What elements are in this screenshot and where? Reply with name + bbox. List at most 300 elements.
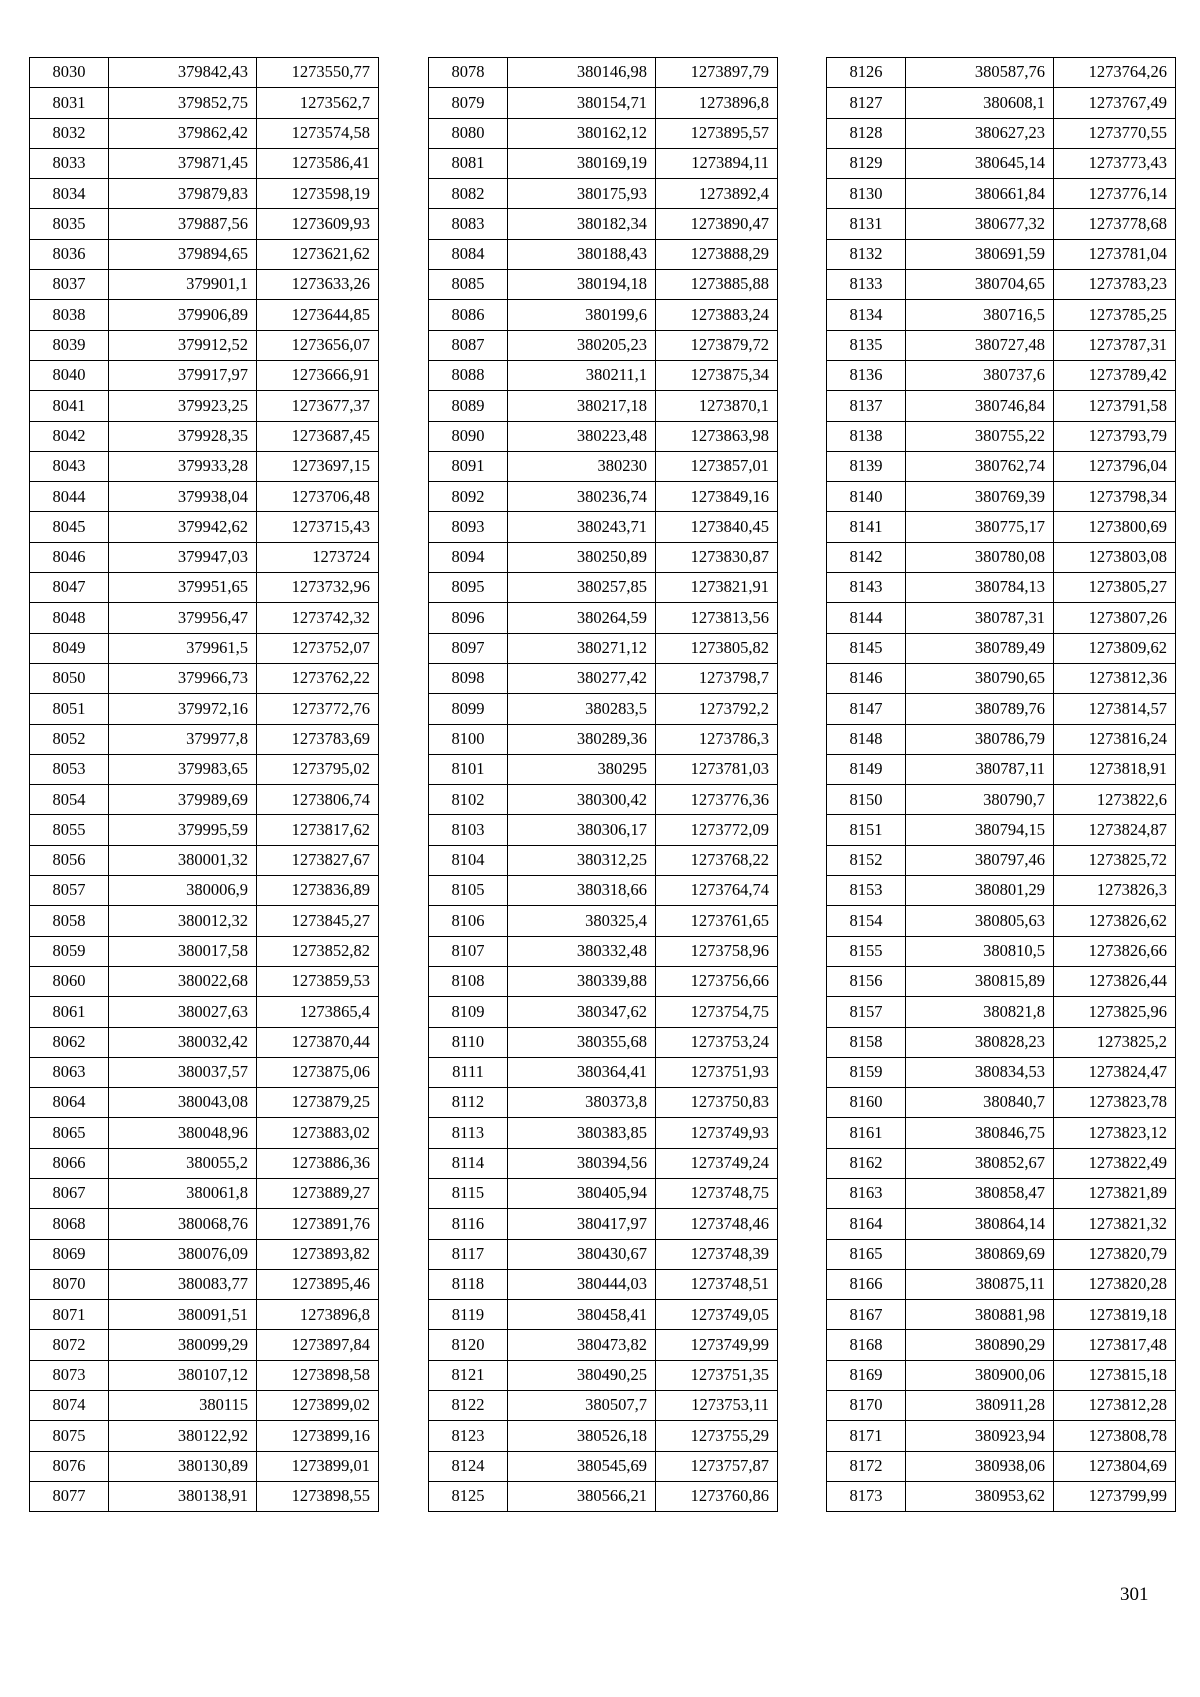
point-id-cell: 8170 (827, 1391, 906, 1421)
table-row (827, 118, 1176, 148)
y-coordinate-cell: 1273783,69 (257, 724, 379, 754)
y-coordinate-cell: 1273886,36 (257, 1148, 379, 1178)
table-row (827, 1451, 1176, 1481)
y-coordinate-cell: 1273754,75 (656, 997, 778, 1027)
x-coordinate-cell: 380068,76 (109, 1209, 257, 1239)
point-id-cell: 8163 (827, 1178, 906, 1208)
x-coordinate-cell: 379966,73 (109, 663, 257, 693)
x-coordinate-cell: 380869,69 (906, 1239, 1054, 1269)
table-row (429, 573, 778, 603)
table-row (827, 239, 1176, 269)
table-row (429, 421, 778, 451)
y-coordinate-cell: 1273656,07 (257, 330, 379, 360)
x-coordinate-cell: 380223,48 (508, 421, 656, 451)
table-row (429, 542, 778, 572)
table-row (827, 1300, 1176, 1330)
y-coordinate-cell: 1273895,57 (656, 118, 778, 148)
point-id-cell: 8127 (827, 88, 906, 118)
table-row (30, 997, 379, 1027)
y-coordinate-cell: 1273826,66 (1054, 936, 1176, 966)
x-coordinate-cell: 380900,06 (906, 1360, 1054, 1390)
table-row (429, 451, 778, 481)
point-id-cell: 8100 (429, 724, 508, 754)
y-coordinate-cell: 1273772,76 (257, 694, 379, 724)
x-coordinate-cell: 379961,5 (109, 633, 257, 663)
point-id-cell: 8050 (30, 663, 109, 693)
x-coordinate-cell: 380236,74 (508, 482, 656, 512)
y-coordinate-cell: 1273770,55 (1054, 118, 1176, 148)
x-coordinate-cell: 380169,19 (508, 148, 656, 178)
point-id-cell: 8160 (827, 1088, 906, 1118)
point-id-cell: 8082 (429, 179, 508, 209)
point-id-cell: 8116 (429, 1209, 508, 1239)
y-coordinate-cell: 1273621,62 (257, 239, 379, 269)
table-row (429, 1391, 778, 1421)
y-coordinate-cell: 1273820,79 (1054, 1239, 1176, 1269)
x-coordinate-cell: 380130,89 (109, 1451, 257, 1481)
x-coordinate-cell: 380277,42 (508, 663, 656, 693)
y-coordinate-cell: 1273822,6 (1054, 785, 1176, 815)
y-coordinate-cell: 1273776,14 (1054, 179, 1176, 209)
y-coordinate-cell: 1273805,82 (656, 633, 778, 663)
x-coordinate-cell: 380815,89 (906, 966, 1054, 996)
y-coordinate-cell: 1273845,27 (257, 906, 379, 936)
y-coordinate-cell: 1273899,02 (257, 1391, 379, 1421)
y-coordinate-cell: 1273824,47 (1054, 1057, 1176, 1087)
x-coordinate-cell: 380769,39 (906, 482, 1054, 512)
x-coordinate-cell: 380211,1 (508, 360, 656, 390)
y-coordinate-cell: 1273776,36 (656, 785, 778, 815)
table-row (827, 1391, 1176, 1421)
y-coordinate-cell: 1273879,72 (656, 330, 778, 360)
table-row (30, 876, 379, 906)
y-coordinate-cell: 1273806,74 (257, 785, 379, 815)
x-coordinate-cell: 380526,18 (508, 1421, 656, 1451)
y-coordinate-cell: 1273609,93 (257, 209, 379, 239)
point-id-cell: 8097 (429, 633, 508, 663)
table-row (429, 1148, 778, 1178)
point-id-cell: 8070 (30, 1269, 109, 1299)
y-coordinate-cell: 1273803,08 (1054, 542, 1176, 572)
x-coordinate-cell: 380787,31 (906, 603, 1054, 633)
x-coordinate-cell: 379887,56 (109, 209, 257, 239)
table-row (827, 421, 1176, 451)
point-id-cell: 8135 (827, 330, 906, 360)
y-coordinate-cell: 1273857,01 (656, 451, 778, 481)
point-id-cell: 8059 (30, 936, 109, 966)
point-id-cell: 8092 (429, 482, 508, 512)
y-coordinate-cell: 1273826,62 (1054, 906, 1176, 936)
point-id-cell: 8157 (827, 997, 906, 1027)
point-id-cell: 8155 (827, 936, 906, 966)
x-coordinate-cell: 380780,08 (906, 542, 1054, 572)
table-row (429, 906, 778, 936)
x-coordinate-cell: 379862,42 (109, 118, 257, 148)
point-id-cell: 8048 (30, 603, 109, 633)
point-id-cell: 8084 (429, 239, 508, 269)
point-id-cell: 8158 (827, 1027, 906, 1057)
y-coordinate-cell: 1273742,32 (257, 603, 379, 633)
point-id-cell: 8138 (827, 421, 906, 451)
y-coordinate-cell: 1273859,53 (257, 966, 379, 996)
point-id-cell: 8143 (827, 573, 906, 603)
table-row (30, 1330, 379, 1360)
point-id-cell: 8069 (30, 1239, 109, 1269)
point-id-cell: 8049 (30, 633, 109, 663)
point-id-cell: 8107 (429, 936, 508, 966)
point-id-cell: 8122 (429, 1391, 508, 1421)
x-coordinate-cell: 380182,34 (508, 209, 656, 239)
point-id-cell: 8071 (30, 1300, 109, 1330)
table-row (827, 1330, 1176, 1360)
y-coordinate-cell: 1273792,2 (656, 694, 778, 724)
point-id-cell: 8150 (827, 785, 906, 815)
y-coordinate-cell: 1273758,96 (656, 936, 778, 966)
x-coordinate-cell: 379901,1 (109, 270, 257, 300)
table-row (429, 997, 778, 1027)
table-row (429, 845, 778, 875)
table-row (429, 966, 778, 996)
x-coordinate-cell: 379923,25 (109, 391, 257, 421)
y-coordinate-cell: 1273755,29 (656, 1421, 778, 1451)
x-coordinate-cell: 380789,49 (906, 633, 1054, 663)
y-coordinate-cell: 1273778,68 (1054, 209, 1176, 239)
y-coordinate-cell: 1273808,78 (1054, 1421, 1176, 1451)
y-coordinate-cell: 1273840,45 (656, 512, 778, 542)
point-id-cell: 8115 (429, 1178, 508, 1208)
x-coordinate-cell: 380789,76 (906, 694, 1054, 724)
point-id-cell: 8053 (30, 754, 109, 784)
point-id-cell: 8152 (827, 845, 906, 875)
x-coordinate-cell: 379894,65 (109, 239, 257, 269)
table-row (827, 1088, 1176, 1118)
point-id-cell: 8156 (827, 966, 906, 996)
point-id-cell: 8040 (30, 360, 109, 390)
y-coordinate-cell: 1273732,96 (257, 573, 379, 603)
x-coordinate-cell: 380339,88 (508, 966, 656, 996)
x-coordinate-cell: 380194,18 (508, 270, 656, 300)
y-coordinate-cell: 1273825,72 (1054, 845, 1176, 875)
y-coordinate-cell: 1273863,98 (656, 421, 778, 451)
y-coordinate-cell: 1273875,34 (656, 360, 778, 390)
point-id-cell: 8038 (30, 300, 109, 330)
point-id-cell: 8145 (827, 633, 906, 663)
coordinates-table-1 (29, 57, 379, 1512)
x-coordinate-cell: 380230 (508, 451, 656, 481)
point-id-cell: 8168 (827, 1330, 906, 1360)
table-row (30, 754, 379, 784)
table-row (30, 1421, 379, 1451)
point-id-cell: 8065 (30, 1118, 109, 1148)
y-coordinate-cell: 1273891,76 (257, 1209, 379, 1239)
table-row (30, 1057, 379, 1087)
y-coordinate-cell: 1273819,18 (1054, 1300, 1176, 1330)
y-coordinate-cell: 1273825,2 (1054, 1027, 1176, 1057)
table-row (827, 482, 1176, 512)
table-row (429, 1269, 778, 1299)
table-row (30, 512, 379, 542)
table-row (827, 209, 1176, 239)
table-row (827, 542, 1176, 572)
y-coordinate-cell: 1273764,74 (656, 876, 778, 906)
y-coordinate-cell: 1273748,51 (656, 1269, 778, 1299)
point-id-cell: 8112 (429, 1088, 508, 1118)
point-id-cell: 8111 (429, 1057, 508, 1087)
point-id-cell: 8061 (30, 997, 109, 1027)
table-row (429, 512, 778, 542)
table-row (827, 1421, 1176, 1451)
table-row (30, 542, 379, 572)
point-id-cell: 8088 (429, 360, 508, 390)
y-coordinate-cell: 1273762,22 (257, 663, 379, 693)
point-id-cell: 8094 (429, 542, 508, 572)
point-id-cell: 8141 (827, 512, 906, 542)
table-row (30, 845, 379, 875)
point-id-cell: 8164 (827, 1209, 906, 1239)
table-row (30, 1451, 379, 1481)
x-coordinate-cell: 380032,42 (109, 1027, 257, 1057)
x-coordinate-cell: 380043,08 (109, 1088, 257, 1118)
x-coordinate-cell: 380312,25 (508, 845, 656, 875)
y-coordinate-cell: 1273821,91 (656, 573, 778, 603)
y-coordinate-cell: 1273791,58 (1054, 391, 1176, 421)
y-coordinate-cell: 1273814,57 (1054, 694, 1176, 724)
x-coordinate-cell: 380794,15 (906, 815, 1054, 845)
table-row (429, 1118, 778, 1148)
x-coordinate-cell: 380953,62 (906, 1481, 1054, 1511)
table-row (827, 876, 1176, 906)
y-coordinate-cell: 1273823,12 (1054, 1118, 1176, 1148)
x-coordinate-cell: 380083,77 (109, 1269, 257, 1299)
x-coordinate-cell: 379871,45 (109, 148, 257, 178)
y-coordinate-cell: 1273817,62 (257, 815, 379, 845)
table-row (429, 360, 778, 390)
point-id-cell: 8077 (30, 1481, 109, 1511)
point-id-cell: 8134 (827, 300, 906, 330)
x-coordinate-cell: 380061,8 (109, 1178, 257, 1208)
point-id-cell: 8041 (30, 391, 109, 421)
x-coordinate-cell: 380300,42 (508, 785, 656, 815)
y-coordinate-cell: 1273823,78 (1054, 1088, 1176, 1118)
point-id-cell: 8036 (30, 239, 109, 269)
point-id-cell: 8072 (30, 1330, 109, 1360)
y-coordinate-cell: 1273883,24 (656, 300, 778, 330)
x-coordinate-cell: 380852,67 (906, 1148, 1054, 1178)
x-coordinate-cell: 380264,59 (508, 603, 656, 633)
x-coordinate-cell: 380099,29 (109, 1330, 257, 1360)
point-id-cell: 8162 (827, 1148, 906, 1178)
table-row (827, 815, 1176, 845)
point-id-cell: 8139 (827, 451, 906, 481)
point-id-cell: 8166 (827, 1269, 906, 1299)
x-coordinate-cell: 380775,17 (906, 512, 1054, 542)
table-row (429, 1027, 778, 1057)
table-row (429, 1057, 778, 1087)
y-coordinate-cell: 1273781,04 (1054, 239, 1176, 269)
table-row (30, 966, 379, 996)
x-coordinate-cell: 380858,47 (906, 1178, 1054, 1208)
point-id-cell: 8078 (429, 58, 508, 88)
y-coordinate-cell: 1273768,22 (656, 845, 778, 875)
x-coordinate-cell: 380881,98 (906, 1300, 1054, 1330)
x-coordinate-cell: 380746,84 (906, 391, 1054, 421)
x-coordinate-cell: 380810,5 (906, 936, 1054, 966)
x-coordinate-cell: 380115 (109, 1391, 257, 1421)
point-id-cell: 8129 (827, 148, 906, 178)
point-id-cell: 8052 (30, 724, 109, 754)
point-id-cell: 8079 (429, 88, 508, 118)
point-id-cell: 8058 (30, 906, 109, 936)
y-coordinate-cell: 1273825,96 (1054, 997, 1176, 1027)
y-coordinate-cell: 1273894,11 (656, 148, 778, 178)
point-id-cell: 8055 (30, 815, 109, 845)
x-coordinate-cell: 380797,46 (906, 845, 1054, 875)
y-coordinate-cell: 1273865,4 (257, 997, 379, 1027)
point-id-cell: 8167 (827, 1300, 906, 1330)
y-coordinate-cell: 1273898,58 (257, 1360, 379, 1390)
table-row (30, 936, 379, 966)
x-coordinate-cell: 380325,4 (508, 906, 656, 936)
table-row (827, 1360, 1176, 1390)
x-coordinate-cell: 380006,9 (109, 876, 257, 906)
x-coordinate-cell: 380608,1 (906, 88, 1054, 118)
x-coordinate-cell: 380737,6 (906, 360, 1054, 390)
y-coordinate-cell: 1273827,67 (257, 845, 379, 875)
x-coordinate-cell: 380318,66 (508, 876, 656, 906)
table-row (30, 360, 379, 390)
table-row (827, 603, 1176, 633)
table-row (429, 754, 778, 784)
point-id-cell: 8062 (30, 1027, 109, 1057)
y-coordinate-cell: 1273893,82 (257, 1239, 379, 1269)
x-coordinate-cell: 380199,6 (508, 300, 656, 330)
x-coordinate-cell: 379906,89 (109, 300, 257, 330)
y-coordinate-cell: 1273812,36 (1054, 663, 1176, 693)
table-row (429, 633, 778, 663)
y-coordinate-cell: 1273783,23 (1054, 270, 1176, 300)
y-coordinate-cell: 1273749,93 (656, 1118, 778, 1148)
x-coordinate-cell: 379989,69 (109, 785, 257, 815)
y-coordinate-cell: 1273764,26 (1054, 58, 1176, 88)
point-id-cell: 8109 (429, 997, 508, 1027)
x-coordinate-cell: 379983,65 (109, 754, 257, 784)
table-row (30, 330, 379, 360)
point-id-cell: 8132 (827, 239, 906, 269)
point-id-cell: 8047 (30, 573, 109, 603)
table-row (429, 179, 778, 209)
table-row (429, 936, 778, 966)
x-coordinate-cell: 380821,8 (906, 997, 1054, 1027)
x-coordinate-cell: 380146,98 (508, 58, 656, 88)
y-coordinate-cell: 1273715,43 (257, 512, 379, 542)
point-id-cell: 8089 (429, 391, 508, 421)
x-coordinate-cell: 380890,29 (906, 1330, 1054, 1360)
y-coordinate-cell: 1273796,04 (1054, 451, 1176, 481)
x-coordinate-cell: 380295 (508, 754, 656, 784)
table-row (30, 906, 379, 936)
y-coordinate-cell: 1273897,84 (257, 1330, 379, 1360)
point-id-cell: 8035 (30, 209, 109, 239)
point-id-cell: 8146 (827, 663, 906, 693)
y-coordinate-cell: 1273870,1 (656, 391, 778, 421)
x-coordinate-cell: 379842,43 (109, 58, 257, 88)
x-coordinate-cell: 380091,51 (109, 1300, 257, 1330)
point-id-cell: 8136 (827, 360, 906, 390)
y-coordinate-cell: 1273818,91 (1054, 754, 1176, 784)
x-coordinate-cell: 380507,7 (508, 1391, 656, 1421)
y-coordinate-cell: 1273786,3 (656, 724, 778, 754)
x-coordinate-cell: 380790,65 (906, 663, 1054, 693)
table-row (429, 1209, 778, 1239)
x-coordinate-cell: 380355,68 (508, 1027, 656, 1057)
point-id-cell: 8161 (827, 1118, 906, 1148)
table-row (429, 1421, 778, 1451)
point-id-cell: 8051 (30, 694, 109, 724)
table-row (30, 239, 379, 269)
point-id-cell: 8064 (30, 1088, 109, 1118)
point-id-cell: 8098 (429, 663, 508, 693)
x-coordinate-cell: 379879,83 (109, 179, 257, 209)
point-id-cell: 8140 (827, 482, 906, 512)
x-coordinate-cell: 380122,92 (109, 1421, 257, 1451)
table-row (827, 663, 1176, 693)
x-coordinate-cell: 380727,48 (906, 330, 1054, 360)
table-row (429, 1481, 778, 1511)
table-row (30, 58, 379, 88)
x-coordinate-cell: 380864,14 (906, 1209, 1054, 1239)
x-coordinate-cell: 380076,09 (109, 1239, 257, 1269)
y-coordinate-cell: 1273793,79 (1054, 421, 1176, 451)
point-id-cell: 8054 (30, 785, 109, 815)
y-coordinate-cell: 1273756,66 (656, 966, 778, 996)
point-id-cell: 8095 (429, 573, 508, 603)
y-coordinate-cell: 1273890,47 (656, 209, 778, 239)
table-row (827, 966, 1176, 996)
point-id-cell: 8081 (429, 148, 508, 178)
x-coordinate-cell: 380037,57 (109, 1057, 257, 1087)
x-coordinate-cell: 380188,43 (508, 239, 656, 269)
y-coordinate-cell: 1273883,02 (257, 1118, 379, 1148)
table-row (827, 330, 1176, 360)
table-row (30, 421, 379, 451)
y-coordinate-cell: 1273800,69 (1054, 512, 1176, 542)
table-row (429, 239, 778, 269)
y-coordinate-cell: 1273875,06 (257, 1057, 379, 1087)
x-coordinate-cell: 380587,76 (906, 58, 1054, 88)
table-row (30, 1269, 379, 1299)
point-id-cell: 8113 (429, 1118, 508, 1148)
y-coordinate-cell: 1273899,16 (257, 1421, 379, 1451)
table-row (30, 633, 379, 663)
point-id-cell: 8169 (827, 1360, 906, 1390)
point-id-cell: 8118 (429, 1269, 508, 1299)
y-coordinate-cell: 1273767,49 (1054, 88, 1176, 118)
table-row (30, 785, 379, 815)
y-coordinate-cell: 1273895,46 (257, 1269, 379, 1299)
table-row (827, 1057, 1176, 1087)
y-coordinate-cell: 1273760,86 (656, 1481, 778, 1511)
point-id-cell: 8110 (429, 1027, 508, 1057)
table-row (429, 1178, 778, 1208)
table-row (429, 330, 778, 360)
table-row (30, 482, 379, 512)
point-id-cell: 8153 (827, 876, 906, 906)
y-coordinate-cell: 1273752,07 (257, 633, 379, 663)
x-coordinate-cell: 380786,79 (906, 724, 1054, 754)
y-coordinate-cell: 1273550,77 (257, 58, 379, 88)
x-coordinate-cell: 379852,75 (109, 88, 257, 118)
point-id-cell: 8068 (30, 1209, 109, 1239)
